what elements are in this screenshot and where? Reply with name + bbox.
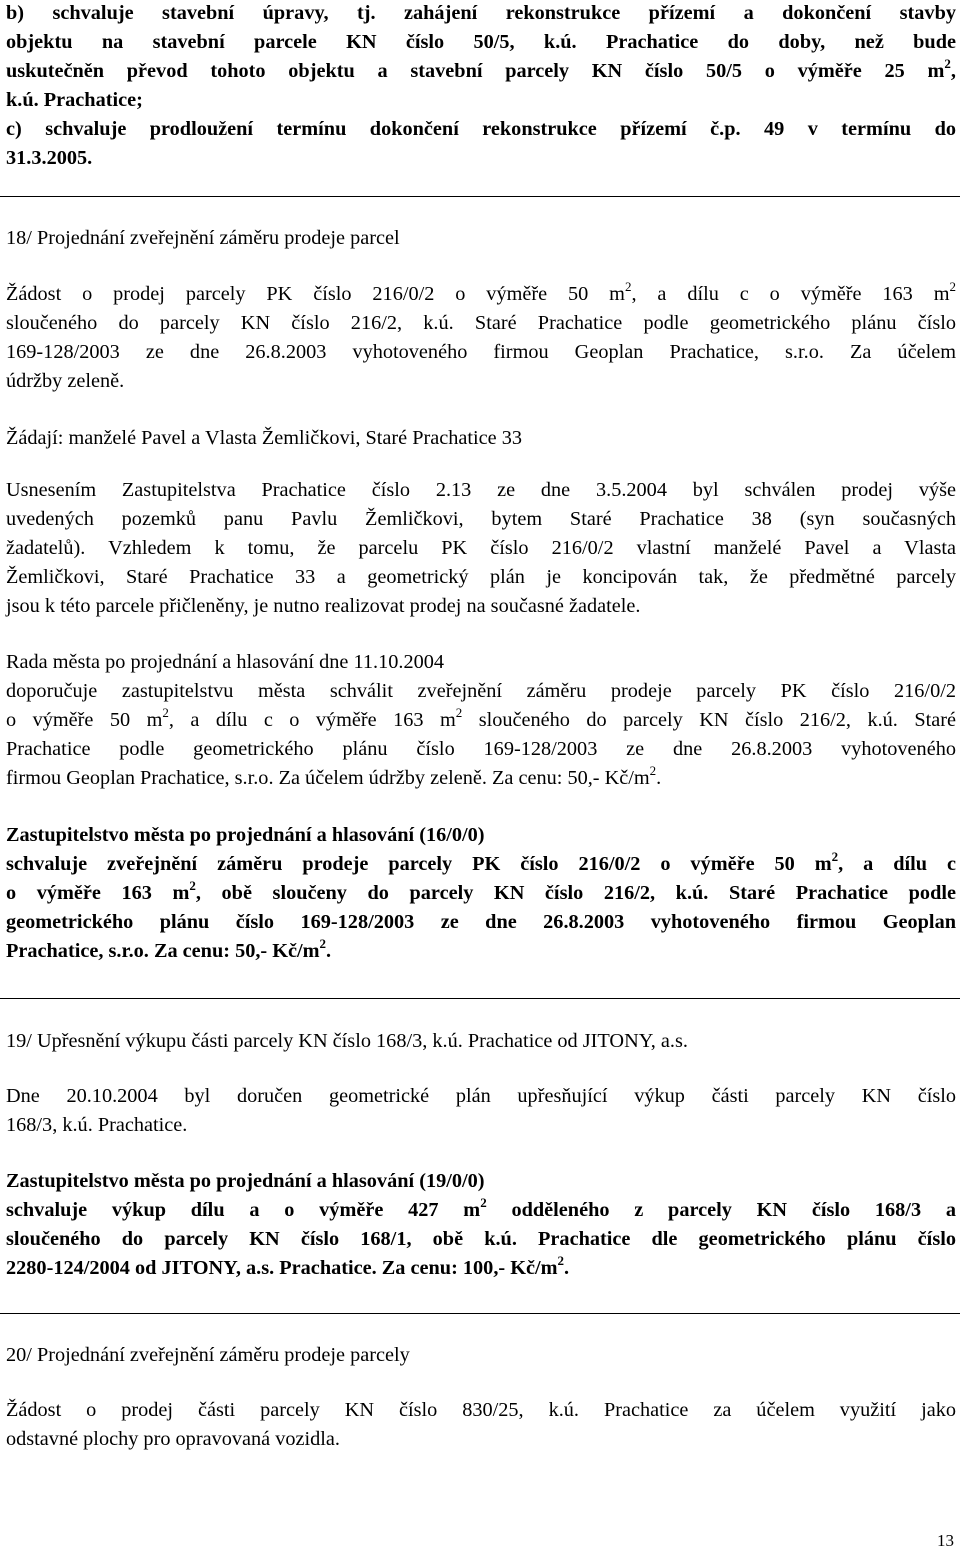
text-line: sloučeného do parcely KN číslo 168/1, obě k.ú. Prachatice dle geometrického plánu číslo	[6, 1228, 956, 1250]
text-line: schvaluje výkup dílu a o výměře 427 $m^2$ odděleného z parcely KN číslo 168/3 a	[6, 1195, 956, 1221]
text-line: c) schvaluje prodloužení termínu dokončení rekonstrukce přízemí č.p. 49 v termínu do	[6, 118, 956, 140]
text-line: 169-128/2003 ze dne 26.8.2003 vyhotoveného firmou Geoplan Prachatice, s.r.o. Za účelem	[6, 341, 956, 363]
item-18-heading: 18/ Projednání zveřejnění záměru prodeje parcel	[6, 227, 400, 249]
text-line: uvedených pozemků panu Pavlu Žemličkovi, bytem Staré Prachatice 38 (syn současných	[6, 508, 956, 530]
section-divider	[0, 998, 960, 999]
section-divider	[0, 196, 960, 197]
section-divider	[0, 1313, 960, 1314]
item-19-heading: 19/ Upřesnění výkupu části parcely KN číslo 168/3, k.ú. Prachatice od JITONY, a.s.	[6, 1030, 688, 1052]
item-18-request	[6, 280, 956, 396]
text-line: 168/3, k.ú. Prachatice.	[6, 1114, 188, 1136]
text-line: Žemličkovi, Staré Prachatice 33 a geometrický plán je koncipován tak, že předmětné parcely	[6, 566, 956, 588]
text-line: o výměře 50 $m^2$, a dílu c o výměře 163 $m^2$ sloučeného do parcely KN číslo 216/2, k.ú. Staré	[6, 705, 956, 731]
text-line: údržby zeleně.	[6, 370, 125, 392]
text-line: objektu na stavební parcele KN číslo 50/5, k.ú. Prachatice do doby, než bude	[6, 31, 956, 53]
text-line: 2280-124/2004 od JITONY, a.s. Prachatice. Za cenu: 100,- $Kč/m^2$.	[6, 1253, 570, 1279]
text-line: Zastupitelstvo města po projednání a hlasování (19/0/0)	[6, 1170, 485, 1192]
text-line: sloučeného do parcely KN číslo 216/2, k.ú. Staré Prachatice podle geometrického plánu číslo	[6, 312, 956, 334]
text-line: Žádost o prodej části parcely KN číslo 830/25, k.ú. Prachatice za účelem využití jako	[6, 1399, 956, 1421]
text-line: b) schvaluje stavební úpravy, tj. zahájení rekonstrukce přízemí a dokončení stavby	[6, 2, 956, 24]
item-19-note	[6, 1082, 956, 1140]
text-line: Prachatice, s.r.o. Za cenu: 50,- $Kč/m^2$.	[6, 936, 332, 962]
text-line: Dne 20.10.2004 byl doručen geometrické plán upřesňující výkup části parcely KN číslo	[6, 1085, 956, 1107]
item-18-council-recommendation	[6, 648, 956, 793]
page-number: 13	[937, 1531, 954, 1550]
text-line: Rada města po projednání a hlasování dne 11.10.2004	[6, 651, 445, 673]
text-line: firmou Geoplan Prachatice, s.r.o. Za účelem údržby zeleně. Za cenu: 50,- $Kč/m^2$.	[6, 763, 662, 789]
text-line: uskutečněn převod tohoto objektu a stavební parcely KN číslo 50/5 o výměře 25 $m^2$,	[6, 56, 956, 82]
text-line: o výměře 163 $m^2$, obě sloučeny do parcely KN číslo 216/2, k.ú. Staré Prachatice podle	[6, 878, 956, 904]
text-line: jsou k této parcele přičleněny, je nutno realizovat prodej na současné žadatele.	[6, 595, 641, 617]
text-line: Žádost o prodej parcely PK číslo 216/0/2 o výměře 50 $m^2$, a dílu c o výměře 163 $m^2$	[6, 279, 956, 305]
item-18-prior-resolution	[6, 476, 956, 621]
text-line: odstavné plochy pro opravovaná vozidla.	[6, 1428, 340, 1450]
text-line: k.ú. Prachatice;	[6, 89, 143, 111]
item-20-heading: 20/ Projednání zveřejnění záměru prodeje parcely	[6, 1344, 410, 1366]
text-line: doporučuje zastupitelstvu města schválit zveřejnění záměru prodeje parcely PK číslo 216/0/2	[6, 680, 956, 702]
text-line: žadatelů). Vzhledem k tomu, že parcelu PK číslo 216/0/2 vlastní manželé Pavel a Vlasta	[6, 537, 956, 559]
text-line: Prachatice podle geometrického plánu číslo 169-128/2003 ze dne 26.8.2003 vyhotoveného	[6, 738, 956, 760]
section-b-c	[6, 0, 956, 173]
text-line: Usnesením Zastupitelstva Prachatice číslo 2.13 ze dne 3.5.2004 byl schválen prodej výše	[6, 479, 956, 501]
text-line: 31.3.2005.	[6, 147, 93, 169]
item-18-applicants: Žádají: manželé Pavel a Vlasta Žemličkovi, Staré Prachatice 33	[6, 427, 523, 449]
text-line: geometrického plánu číslo 169-128/2003 ze dne 26.8.2003 vyhotoveného firmou Geoplan	[6, 911, 956, 933]
item-18-assembly-resolution	[6, 821, 956, 966]
item-20-request	[6, 1396, 956, 1454]
text-line: Zastupitelstvo města po projednání a hlasování (16/0/0)	[6, 824, 485, 846]
item-19-assembly-resolution	[6, 1167, 956, 1283]
text-line: schvaluje zveřejnění záměru prodeje parcely PK číslo 216/0/2 o výměře 50 $m^2$, a dílu c	[6, 849, 956, 875]
